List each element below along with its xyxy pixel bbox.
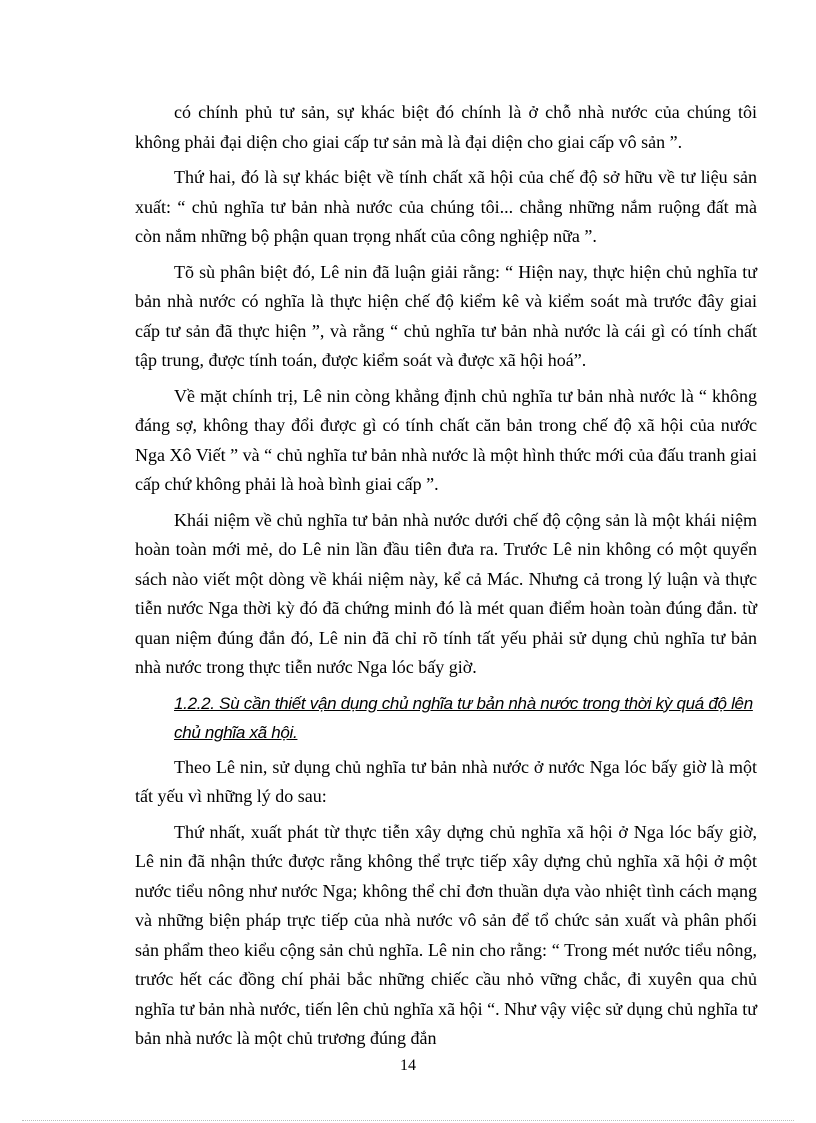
- page-number: 14: [400, 1057, 416, 1074]
- paragraph-2: Thứ hai, đó là sự khác biệt về tính chất xã hội của chế độ sở hữu về tư liệu sản xuất: “ chủ nghĩa tư bản nhà nước của chúng tôi... chẳng những nắm ruộng đất mà còn nắm những bộ phận quan trọng nhất của công nghiệp nữa ”.: [135, 167, 757, 246]
- bottom-dotted-rule: [22, 1120, 794, 1121]
- paragraph-1: có chính phủ tư sản, sự khác biệt đó chính là ở chỗ nhà nước của chúng tôi không phải đại diện cho giai cấp tư sản mà là đại diện cho giai cấp vô sản ”.: [135, 102, 757, 152]
- section-heading: 1.2.2. Sù cần thiết vận dụng chủ nghĩa tư bản nhà nước trong thời kỳ quá độ lên chủ nghĩa xã hội.: [174, 693, 753, 742]
- paragraph-4: Về mặt chính trị, Lê nin còng khẳng định chủ nghĩa tư bản nhà nước là “ không đáng sợ, không thay đổi được gì có tính chất căn bản trong chế độ xã hội của nước Nga Xô Viết ” và “ chủ nghĩa tư bản nhà nước là một hình thức mới của đấu tranh giai cấp chứ không phải là hoà bình giai cấp ”.: [135, 385, 757, 494]
- paragraph-7: Thứ nhất, xuất phát từ thực tiễn xây dựng chủ nghĩa xã hội ở Nga lóc bấy giờ, Lê nin đã nhận thức được rằng không thể trực tiếp xây dựng chủ nghĩa xã hội ở một nước tiểu nông như nước Nga; không thể chỉ đơn thuần dựa vào nhiệt tình cách mạng và những biện pháp trực tiếp của nhà nước vô sản để tổ chức sản xuất và phân phối sản phẩm theo kiểu cộng sản chủ nghĩa. Lê nin cho rằng: “ Trong mét nước tiểu nông, trước hết các đồng chí phải bắc những chiếc cầu nhỏ vững chắc, đi xuyên qua chủ nghĩa tư bản nhà nước, tiến lên chủ nghĩa xã hội “. Như vậy việc sử dụng chủ nghĩa tư bản nhà nước là một chủ trương đúng đắn: [135, 821, 757, 1048]
- paragraph-3: Tõ sù phân biệt đó, Lê nin đã luận giải rằng: “ Hiện nay, thực hiện chủ nghĩa tư bản nhà nước có nghĩa là thực hiện chế độ kiểm kê và kiểm soát mà trước đây giai cấp tư sản đã thực hiện ”, và rằng “ chủ nghĩa tư bản nhà nước là cái gì có tính chất tập trung, được tính toán, được kiểm soát và được xã hội hoá”.: [135, 261, 757, 370]
- body-text: [135, 98, 757, 1060]
- paragraph-5: Khái niệm về chủ nghĩa tư bản nhà nước dưới chế độ cộng sản là một khái niệm hoàn toàn mới mẻ, do Lê nin lần đầu tiên đưa ra. Trước Lê nin không có một quyển sách nào viết một dòng về khái niệm này, kể cả Mác. Nhưng cả trong lý luận và thực tiễn nước Nga thời kỳ đó đã chứng minh đó là mét quan điểm hoàn toàn đúng đắn. từ quan niệm đúng đắn đó, Lê nin đã chỉ rõ tính tất yếu phải sử dụng chủ nghĩa tư bản nhà nước trong thực tiễn nước Nga lóc bấy giờ.: [135, 509, 757, 677]
- paragraph-6: Theo Lê nin, sử dụng chủ nghĩa tư bản nhà nước ở nước Nga lóc bấy giờ là một tất yếu vì những lý do sau:: [135, 756, 757, 806]
